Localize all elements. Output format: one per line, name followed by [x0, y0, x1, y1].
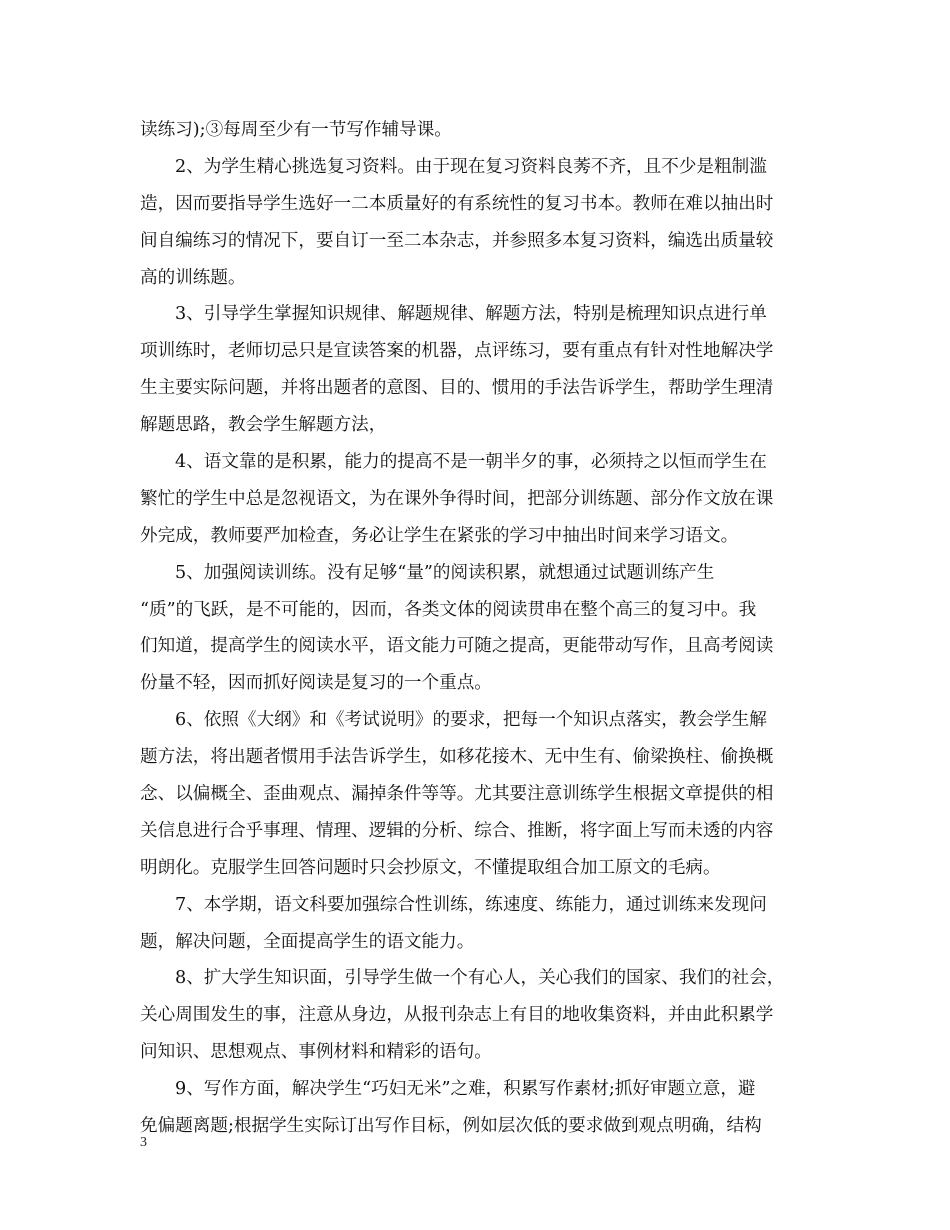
text-line: 读练习);③每周至少有一节写作辅导课。 [140, 120, 452, 140]
text-line: 3、引导学生掌握知识规律、解题规律、解题方法，特别是梳理知识点进行单 [175, 304, 767, 325]
text-line: 7、本学期，语文科要加强综合性训练，练速度、练能力，通过训练来发现问 [175, 894, 767, 915]
page-number: 3 [140, 1135, 147, 1150]
text-line: 免偏题离题;根据学生实际订出写作目标，例如层次低的要求做到观点明确，结构 [140, 1116, 762, 1137]
text-line: 6、依照《大纲》和《考试说明》的要求，把每一个知识点落实，教会学生解 [175, 710, 767, 731]
text-line: 8、扩大学生知识面，引导学生做一个有心人，关心我们的国家、我们的社会， [175, 968, 785, 989]
text-line: 生主要实际问题，并将出题者的意图、目的、惯用的手法告诉学生，帮助学生理清 [140, 378, 774, 399]
text-line: 项训练时，老师切忌只是宣读答案的机器，点评练习，要有重点有针对性地解决学 [140, 341, 774, 362]
text-line: 造，因而要指导学生选好一二本质量好的有系统性的复习书本。教师在难以抽出时 [140, 193, 774, 214]
text-line: “质”的飞跃，是不可能的，因而，各类文体的阅读贯串在整个高三的复习中。我 [140, 599, 757, 620]
text-line: 繁忙的学生中总是忽视语文，为在课外争得时间，把部分训练题、部分作文放在课 [140, 488, 774, 509]
text-line: 题，解决问题，全面提高学生的语文能力。 [140, 931, 475, 952]
text-line: 题方法，将出题者惯用手法告诉学生，如移花接木、无中生有、偷梁换柱、偷换概 [140, 747, 774, 768]
text-line: 关信息进行合乎事理、情理、逻辑的分析、综合、推断，将字面上写而未透的内容 [140, 820, 774, 841]
text-line: 9、写作方面，解决学生“巧妇无米”之难，积累写作素材;抓好审题立意，避 [175, 1079, 756, 1100]
text-line: 5、加强阅读训练。没有足够“量”的阅读积累，就想通过试题训练产生 [175, 562, 715, 583]
text-line: 外完成，教师要严加检查，务必让学生在紧张的学习中抽出时间来学习语文。 [140, 525, 739, 546]
text-line: 明朗化。克服学生回答问题时只会抄原文，不懂提取组合加工原文的毛病。 [140, 857, 721, 878]
text-line: 解题思路，教会学生解题方法， [140, 415, 387, 436]
text-line: 高的训练题。 [140, 267, 246, 288]
text-line: 2、为学生精心挑选复习资料。由于现在复习资料良莠不齐，且不少是粗制滥 [175, 156, 767, 177]
text-line: 间自编练习的情况下，要自订一至二本杂志，并参照多本复习资料，编选出质量较 [140, 230, 774, 251]
text-line: 问知识、思想观点、事例材料和精彩的语句。 [140, 1042, 492, 1063]
body-text [140, 112, 840, 1145]
text-line: 关心周围发生的事，注意从身边，从报刊杂志上有目的地收集资料，并由此积累学 [140, 1005, 774, 1026]
text-line: 们知道，提高学生的阅读水平，语文能力可随之提高，更能带动写作，且高考阅读 [140, 636, 774, 657]
text-line: 4、语文靠的是积累，能力的提高不是一朝半夕的事，必须持之以恒而学生在 [175, 452, 767, 473]
text-line: 念、以偏概全、歪曲观点、漏掉条件等等。尤其要注意训练学生根据文章提供的相 [140, 784, 774, 805]
text-line: 份量不轻，因而抓好阅读是复习的一个重点。 [140, 673, 492, 694]
